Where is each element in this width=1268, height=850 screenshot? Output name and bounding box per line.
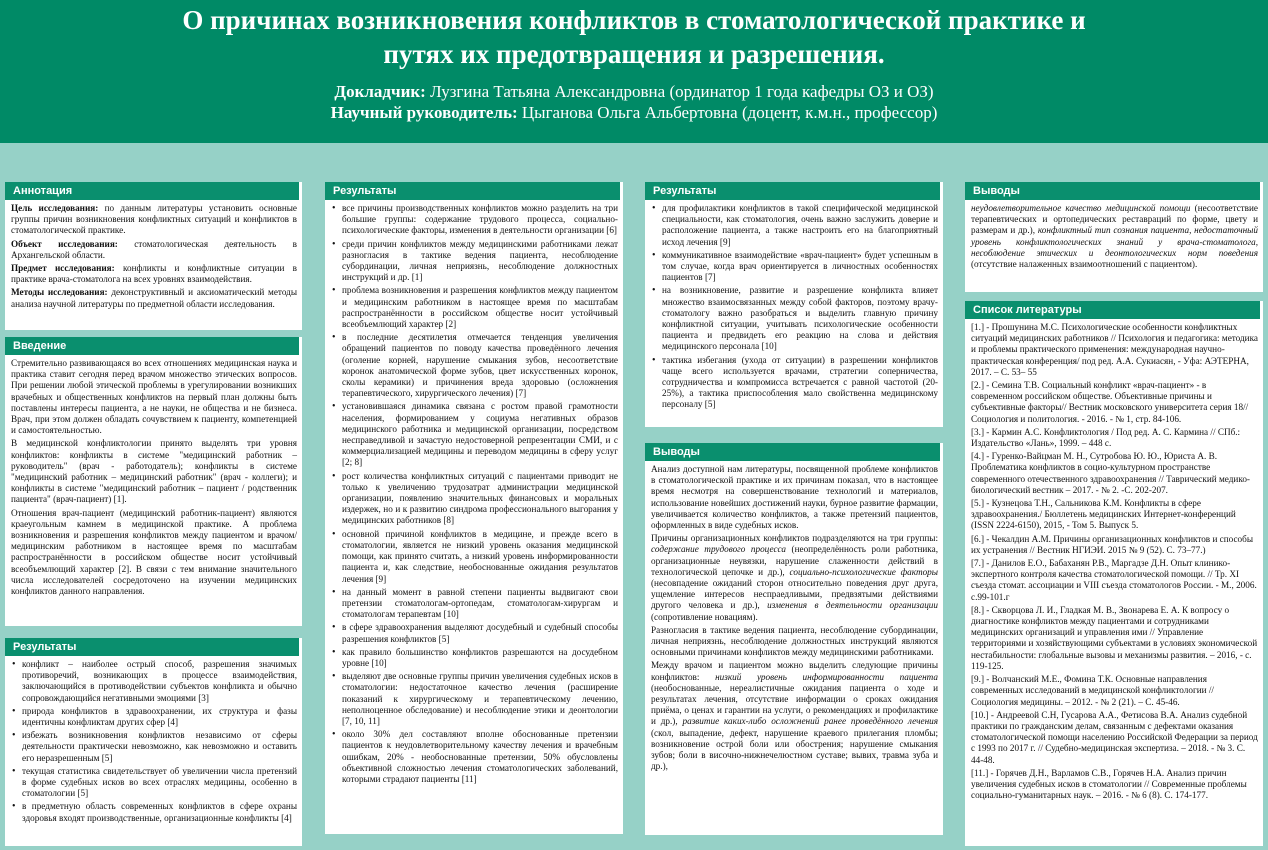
conclusions-paragraph: Анализ доступной нам литературы, посвященной проблеме конфликтов в стоматологической практике и их причинам показал, что в настоящее время несмотря на совершенствование технологий и материалов, использование новейших достижений науки, бурное развитие фармации, увеличивается количество конфликтов, а также претензий пациентов, оформленных в виде судебных исков. (651, 464, 938, 531)
list-item: • в сфере здравоохранения выделяют досудебный и судебный способы разрешения конфликтов [5] (331, 622, 618, 644)
list-item: • в последние десятилетия отмечается тенденция увеличения обращений пациентов по поводу качества проведённого лечения (оголение корней, нарушение смыкания зубов, несоответствие коронок анатомической форме зубов, цвет искусственных коронок, сколы керамики) и причинения вреда здоровью (осложнения терапевтического, хирургического лечения) [7] (331, 332, 618, 399)
intro-paragraph: В медицинской конфликтологии принято выделять три уровня конфликтов: конфликты в системе "медицинский работник – руководитель" (врач - работодатель); конфликты в системе "медицинский работник – медицинский работник" (врач - коллеги); и конфликты в системе "медицинский работник – пациент / родственник пациента" (врач-пациент) [1]. (11, 438, 297, 505)
intro-heading: Введение (5, 337, 299, 355)
results-heading-2: Результаты (325, 182, 620, 200)
results-heading-1: Результаты (5, 638, 299, 656)
speaker-line (0, 81, 1268, 102)
list-item: • на данный момент в равной степени пациенты выдвигают свои претензии стоматологам-ортопедам, стоматологам-хирургам и стоматологам терапевтам [10] (331, 587, 618, 621)
list-item: • около 30% дел составляют вполне обоснованные претензии пациентов к неудовлетворительному качеству лечения и врачебным ошибкам, 20% - необоснованные претензии, 50% обусловлены объективной сложностью лечения стоматологических заболеваний, которыми страдают пациенты [11] (331, 729, 618, 785)
italic-term: развитие каких-либо осложнений ранее проведённого лечения (682, 716, 938, 727)
annotation-heading: Аннотация (5, 182, 299, 200)
text-span: Причины организационных конфликтов подразделяются на три группы: (651, 533, 938, 544)
supervisor-label: Научный руководитель: (330, 103, 518, 122)
list-item: • тактика избегания (ухода от ситуации) в разрешении конфликтов чаще всего используется врачами, стратегии соперничества, сотрудничества и компромисса встречается с равной частотой (20-25%), а тактика приспособления мало свойственна медицинскому персоналу [5] (651, 355, 938, 411)
text-span: (сопротивление новациям). (651, 611, 758, 622)
list-item: • установившаяся динамика связана с ростом правой грамотности населения, формированием у социума негативных образов медицинского работника и медицинской организации, посредством несправедливой и зачастую недостоверной репрезентации СМИ, и с коммерциализацией медицины и переводом медицины в сферу услуг [2; 8] (331, 401, 618, 468)
list-item: • конфликт – наиболее острый способ, разрешения значимых противоречий, возникающих в процессе взаимодействия, заключающийся в противодействии субъектов конфликта и обычно сопровождающийся негативными эмоциями [3] (11, 659, 297, 704)
reference-item: [6.] - Чекалдин А.М. Причины организационных конфликтов и способы их устранения // Вестник НГИЭИ. 2015 № 9 (52). С. 73–77.) (971, 533, 1253, 555)
conclusions-heading: Выводы (645, 443, 940, 461)
list-item: • как правило большинство конфликтов разрешаются на досудебном уровне [10] (331, 647, 618, 669)
conclusions-paragraph (651, 660, 938, 772)
reference-item: [4.] - Гуренко-Вайцман М. Н., Сутробова Ю. Ю., Юриста А. В. Проблематика конфликтов в социо-культурном пространстве современного отечественного здравоохранения // Таврический медико-биологический вестник – 2017. - № 2. -С. 202-207. (971, 451, 1250, 495)
italic-term: неудовлетворительное качество медицинской помощи (971, 203, 1191, 213)
results-list-2 (331, 203, 618, 785)
results-body-1 (5, 656, 302, 828)
conclusions-paragraph (971, 203, 1258, 270)
text-span: (несоответствие терапевтических и ортопедических реставраций по форме, цвету и размерам и др.), (971, 203, 1258, 236)
poster-header (0, 0, 1268, 143)
annotation-goal (11, 203, 297, 237)
results-heading-3: Результаты (645, 182, 940, 200)
object-text: стоматологическая деятельность в Архангельской области. (11, 238, 297, 260)
subject-text: конфликты и конфликтные ситуации в практике врача-стоматолога на всех уровнях взаимодействия. (11, 263, 297, 285)
reference-item: [8.] - Скворцова Л. И., Гладкая М. В., Звонарева Е. А. К вопросу о диагностике конфликтов между пациентами и сотрудниками медицинских организаций и управления ими // Управление территориями и хозяйствующими субъектами в условиях экономической нестабильности: глобальные вызовы и механизмы развития. – 2016, - с. 119-125. (971, 604, 1258, 671)
annotation-panel (5, 182, 302, 330)
list-item: • коммуникативное взаимодействие «врач-пациент» будет успешным в том случае, когда врач ориентируется в личностных особенностях пациентов [7] (651, 250, 938, 284)
list-item: • все причины производственных конфликтов можно разделить на три большие группы: содержание трудового процесса, социально-психологические факторы, изменения в деятельности организации [6] (331, 203, 618, 237)
list-item: • в предметную область современных конфликтов в сфере охраны здоровья входят производственные, организационные конфликты [4] (11, 801, 297, 823)
text-span: (неопределённость роли работника, организационные неувязки, нарушение слаженности действий в технологической цепочке и др.), (651, 544, 938, 577)
supervisor-line (0, 102, 1268, 123)
subject-label: Предмет исследования: (11, 263, 115, 274)
list-item: • для профилактики конфликтов в такой специфической медицинской специальности, как стоматология, очень важно заслужить доверие и расположение пациента, а также настроить его на благоприятный исход лечения [9] (651, 203, 938, 248)
text-span: Между врачом и пациентом можно выделить следующие причины конфликтов: (651, 660, 938, 682)
conclusions-panel-2 (965, 182, 1263, 292)
reference-item: [2.] - Семина Т.В. Социальный конфликт «врач-пациент» - в современном российском обществе. Объективные причины и субъективные факторы// Вестник московского университета серия 18// Социология и политология. - 2016. - № 1, стр. 84-106. (971, 380, 1249, 424)
reference-item: [11.] - Горячев Д.Н., Варламов С.В., Горячев Н.А. Анализ причин увеличения судебных исков в стоматологии // Современные проблемы социально-гуманитарных наук. – 2016. - № 6 (8). С. 174-177. (971, 767, 1247, 801)
annotation-body (5, 200, 302, 312)
speaker-label: Докладчик: (334, 82, 426, 101)
conclusions-paragraph: Разногласия в тактике ведения пациента, несоблюдение субординации, личная неприязнь, несоблюдение должностных инструкций являются основными причинами конфликтов между медицинскими работниками. (651, 624, 938, 658)
text-span: (несовпадение ожиданий сторон относительно поведения друг друга, ущемление интересов неспраедливыми, предвзятыми действиями другого человека и др.), (651, 578, 938, 611)
references-body (965, 319, 1263, 804)
reference-item: [7.] - Данилов Е.О., Бабаханян Р.В., Маргадзе Д.Н. Опыт клинико-экспертного контроля качества стоматологической помощи. // Тр. XI съезда стомат. ассоциации и VIII съезда стоматологов России. - М., 2006. с.99-101.г (971, 558, 1257, 602)
conclusions-panel (645, 443, 943, 835)
goal-text: по данным литературы установить основные группы причин возникновения конфликтных ситуаций и конфликтов в стоматологической практике. (11, 203, 297, 236)
italic-term: низкий уровень информированности пациента (715, 671, 938, 682)
results-list-3 (651, 203, 938, 411)
list-item: • рост количества конфликтных ситуаций с пациентами приводит не только к увеличению трудозатрат администрации медицинской организации, появлению значительных финансовых и моральных издержек, но и к развитию синдрома профессионального выгорания у медицинских работников [8] (331, 471, 618, 527)
results-panel-3 (645, 182, 943, 427)
conclusions-heading-2: Выводы (965, 182, 1260, 200)
conclusions-body-2 (965, 200, 1263, 272)
list-item: • на возникновение, развитие и разрешение конфликта влияет множество взаимосвязанных между собой факторов, поэтому врачу-стоматологу важно разобраться и выделить главную причину конфликтной ситуации, учитывать психологические особенности пациента и предвидеть его реакцию на слова и действия медицинского персонала [10] (651, 285, 938, 352)
intro-paragraph: Стремительно развивающаяся во всех отношениях медицинская наука и практика ставит сегодня перед врачом множество этических вопросов. При решении любой этической проблемы в урегулировании возникших врачебных и общественных конфликтов на первый план должны быть поставлены интересы пациента, а не науки, не общества и не бизнеса. Врач, при этом должен обладать сочувствием к пациенту, компетенцией и самостоятельностью. (11, 358, 297, 436)
conclusions-paragraph (651, 533, 938, 623)
list-item: • избежать возникновения конфликтов независимо от сферы деятельности практически невозможно, как невозможно и оставить его неразрешенным [5] (11, 730, 297, 764)
reference-item: [3.] - Кармин А.С. Конфликтология / Под ред. А. С. Кармина // СПб.: Издательство «Лань», 1999. – 448 с. (971, 426, 1241, 449)
references-heading: Список литературы (965, 301, 1260, 319)
text-span: (скол, выпадение, дефект, нарушение краевого прилегания пломбы; возникновение острой боли или обострения; нарушение смыкания зубов; боли в височно-нижнечелюстном суставе; вывих, травма зуба и др.), (651, 727, 938, 772)
results-body-2 (325, 200, 623, 789)
results-body-3 (645, 200, 943, 415)
text-span: (отсутствие налаженных взаимоотношений с пациентом). (971, 259, 1198, 270)
list-item: • текущая статистика свидетельствует об увеличении числа претензий в форме судебных исков во всех отраслях медицины, особенно в стоматологии [5] (11, 766, 297, 800)
reference-item: [5.] - Кузнецова Т.Н., Сальникова К.М. Конфликты в сфере здравоохранения./ Бюллетень медицинских Интернет-конференций (ISSN 2224-6150), 2015, - Том 5. Выпуск 5. (971, 498, 1236, 531)
methods-label: Методы исследования: (11, 287, 108, 298)
poster-title-line-2: путях их предотвращения и разрешения. (383, 39, 885, 69)
annotation-object (11, 239, 297, 261)
results-panel-2 (325, 182, 623, 834)
reference-item: [10.] - Андреевой С.Н, Гусарова А.А., Фетисова В.А. Анализ судебной практики по гражданским делам, связанным с дефектами оказания стоматологической помощи населению Российской Федерации за период с 1993 по 2017 г. // Судебно-медицинская экспертиза. – 2018. - № 3. С. 44-48. (971, 709, 1258, 765)
annotation-subject (11, 263, 297, 285)
annotation-methods (11, 287, 297, 309)
intro-panel (5, 337, 302, 626)
list-item: • проблема возникновения и разрешения конфликтов между пациентом и медицинским работником в настоящее время по масштабам распространённости в российском обществе носит устойчивый всеобъемлющий характер [2] (331, 285, 618, 330)
speaker-block (0, 81, 1268, 123)
list-item: • основной причиной конфликтов в медицине, и прежде всего в стоматологии, является не низкий уровень оказания медицинской помощи, как принято считать, а низкий уровень информированности пациента и, как следствие, необоснованные ожидания результатов лечения [9] (331, 529, 618, 585)
italic-term: конфликтный тип сознания пациента, недостаточный уровень конфликтологических знаний у врача-стоматолога, несоблюдение этических и деонтологических норм поведения (971, 225, 1258, 258)
results-panel-1 (5, 638, 302, 846)
results-list-1 (11, 659, 297, 824)
supervisor-name: Цыганова Ольга Альбертовна (доцент, к.м.н., профессор) (517, 103, 938, 122)
methods-text: деконструктивный и аксиоматический методы анализа научной литературы по предметной области исследования. (11, 287, 297, 309)
intro-paragraph: Отношения врач-пациент (медицинский работник-пациент) являются краеугольным камнем в медицинской практике. А проблема возникновения и разрешения конфликтов между пациентом и врачом/медицинским работником в настоящее время по масштабам распространённости в российском обществе носит устойчивый всеобъемлющий характер [2]. В связи с тем внимание значительного числа исследователей сосредоточено на изучении медицинских конфликтов данного направления. (11, 507, 297, 597)
italic-term: изменения в деятельности организации (767, 600, 938, 611)
italic-term: социально-психологические факторы (789, 566, 938, 577)
reference-item: [1.] - Прошунина М.С. Психологические особенности конфликтных ситуаций медицинских работников // Психология и педагогика: методика и проблемы практического применения: международная научно-практическая конференция/ под ред. А.А. Сукиасян, - Уфа: АЭТЕРНА, 2017. – С. 53– 55 (971, 322, 1258, 377)
intro-body (5, 355, 302, 599)
speaker-name: Лузгина Татьяна Александровна (ординатор 1 года кафедры ОЗ и ОЗ) (425, 82, 934, 101)
list-item: • выделяют две основные группы причин увеличения судебных исков в стоматологии: недостаточное качество лечения (расширение показаний к хирургическому и терапевтическому лечению, неполноценное обследование) и несоблюдение этики и деонтологии [7, 10, 11] (331, 671, 618, 727)
italic-term: содержание трудового процесса (651, 544, 786, 555)
references-panel (965, 301, 1263, 846)
reference-item: [9.] - Волчанский М.Е., Фомина Т.К. Основные направления современных исследований в медицинской конфликтологии //Социология медицины. – 2012. - № 2 (21). – С. 45-46. (971, 674, 1214, 707)
conclusions-body (645, 461, 943, 774)
text-span: (необоснованные, нереалистичные ожидания пациента о ходе и результатах лечения, отсутствие информации о сроках ожидания приёма, о ценах и гарантии на услуги, о рекомендациях и профилактике и др.), (651, 682, 938, 727)
goal-label: Цель исследования: (11, 203, 99, 213)
object-label: Объект исследования: (11, 238, 118, 249)
list-item: • природа конфликтов в здравоохранении, их структура и фазы идентичны конфликтам других сфер [4] (11, 706, 297, 728)
poster-title (0, 0, 1268, 71)
list-item: • среди причин конфликтов между медицинскими работниками лежат разногласия в тактике ведения пациента, несоблюдение субординации, личная неприязнь, несоблюдение должностных инструкций и др. [1] (331, 239, 618, 284)
poster-title-line-1: О причинах возникновения конфликтов в стоматологической практике и (182, 5, 1086, 35)
